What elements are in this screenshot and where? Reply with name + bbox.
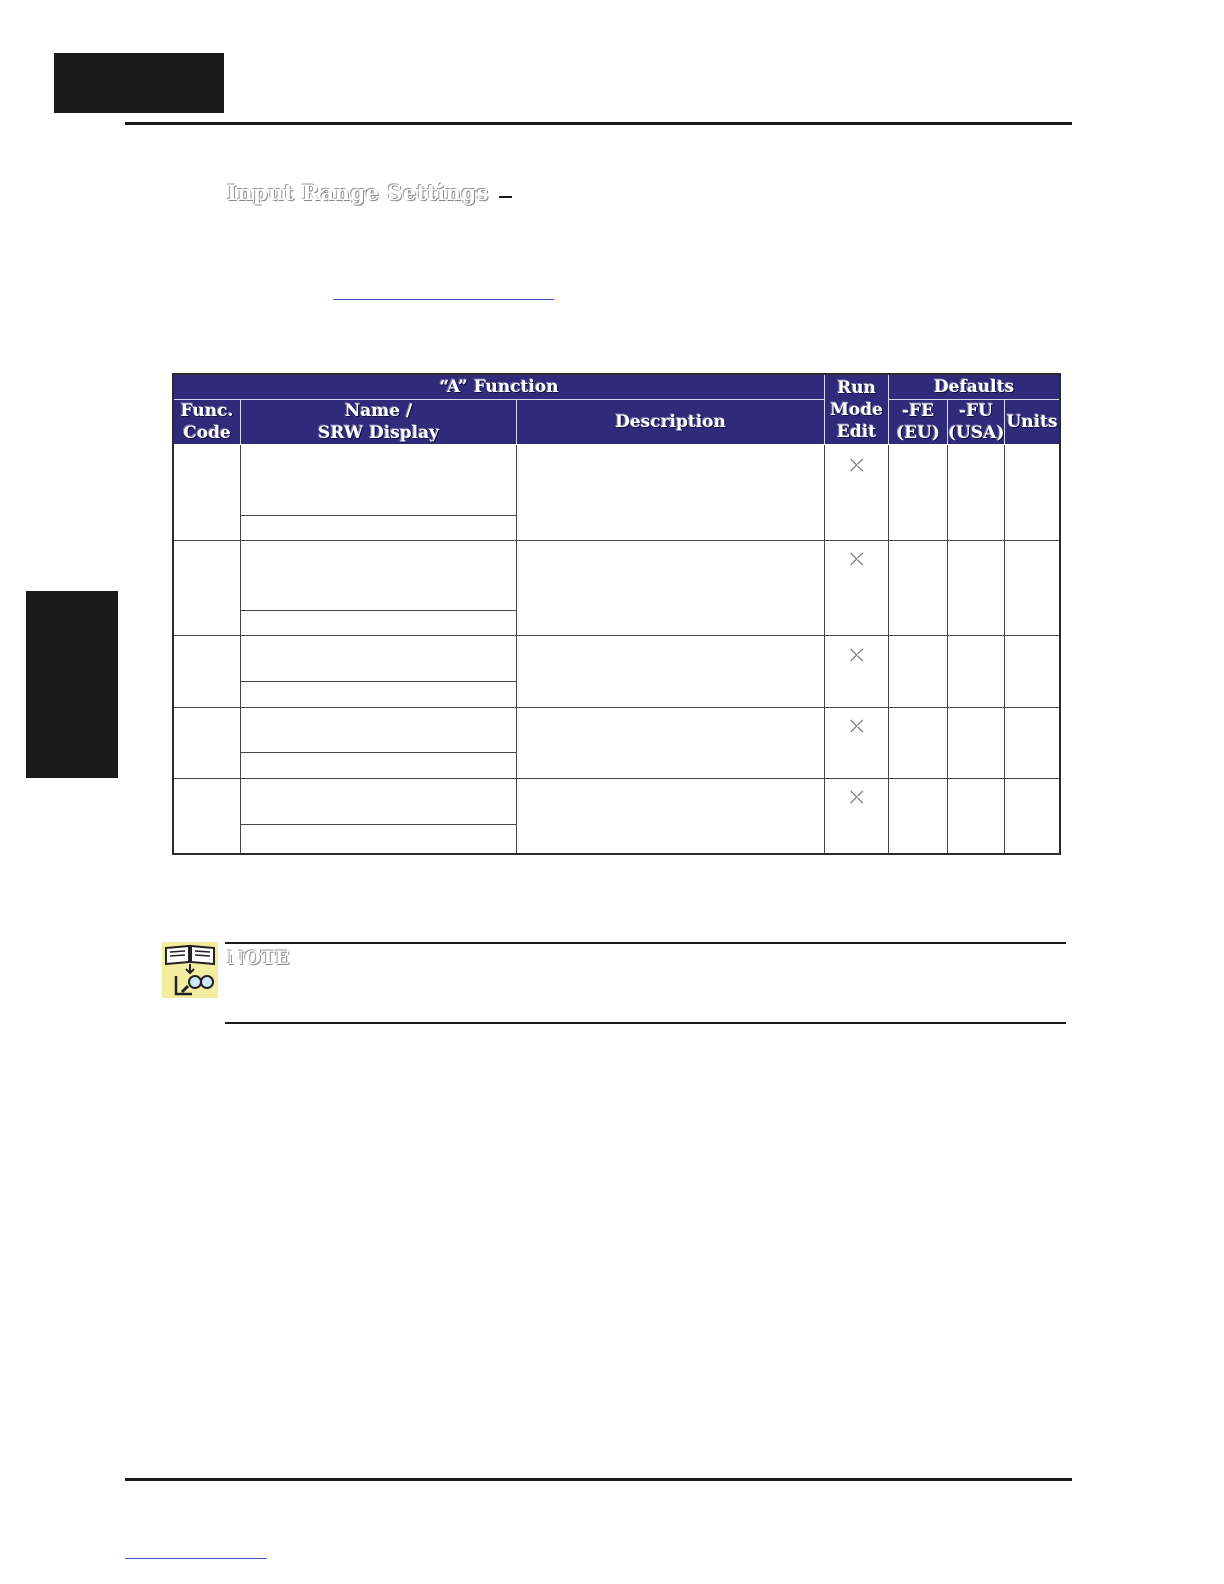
column-line (240, 445, 241, 853)
row-line (174, 707, 1059, 708)
header-name-line1: Name / (344, 401, 413, 421)
header-separator (516, 399, 517, 444)
srw-display-line (241, 681, 516, 682)
srw-display-line (241, 515, 516, 516)
header-separator (889, 399, 1059, 400)
header-separator (888, 375, 889, 444)
column-line (888, 445, 889, 853)
column-line (947, 445, 948, 853)
header-run-mode-edit (825, 375, 888, 444)
header-eu: (EU) (896, 423, 940, 443)
header-name (241, 400, 516, 444)
header-usa: (USA) (948, 423, 1005, 443)
srw-display-line (241, 752, 516, 753)
chapter-tab (54, 53, 224, 113)
note-label: NOTE (227, 947, 290, 969)
cross-icon (849, 457, 865, 473)
row-line (174, 778, 1059, 779)
cross-icon (849, 647, 865, 663)
section-heading: Input Range Settings (227, 180, 489, 205)
header-name-line2: SRW Display (317, 423, 440, 443)
column-line (1004, 445, 1005, 853)
srw-display-line (241, 610, 516, 611)
cross-reference-link[interactable] (333, 299, 554, 300)
footer-rule (125, 1478, 1072, 1481)
header-description-label: Description (615, 412, 726, 432)
header-edit: Edit (836, 422, 877, 442)
header-units-label: Units (1006, 412, 1058, 432)
row-line (174, 635, 1059, 636)
srw-display-line (241, 824, 516, 825)
header-separator (824, 375, 825, 444)
cross-icon (849, 718, 865, 734)
footer-link[interactable] (125, 1558, 267, 1559)
column-line (824, 445, 825, 853)
header-defaults-label: Defaults (933, 377, 1015, 397)
function-table (172, 373, 1061, 855)
header-separator (240, 399, 241, 444)
row-line (174, 540, 1059, 541)
header-description (517, 400, 824, 444)
header-fu: -FU (959, 401, 993, 421)
header-code: Code (183, 423, 231, 443)
heading-dash (499, 196, 512, 198)
header-a-function (174, 375, 824, 399)
header-mode: Mode (830, 400, 883, 420)
header-func-code (174, 400, 240, 444)
header-separator (174, 399, 824, 400)
header-fe-eu (889, 400, 947, 444)
header-a-function-label: “A” Function (439, 377, 559, 397)
header-separator (1004, 399, 1005, 444)
note-top-rule (225, 942, 1066, 944)
note-bottom-rule (225, 1022, 1066, 1024)
header-run: Run (837, 378, 876, 398)
header-fu-usa (948, 400, 1004, 444)
header-fe: -FE (901, 401, 935, 421)
cross-icon (849, 551, 865, 567)
book-and-magnifier-icon (162, 942, 218, 998)
header-rule (125, 122, 1072, 125)
column-line (516, 445, 517, 853)
header-units (1005, 400, 1059, 444)
header-separator (947, 399, 948, 444)
side-thumb-tab (26, 591, 118, 778)
header-defaults (889, 375, 1059, 399)
cross-icon (849, 789, 865, 805)
header-func: Func. (180, 401, 234, 421)
